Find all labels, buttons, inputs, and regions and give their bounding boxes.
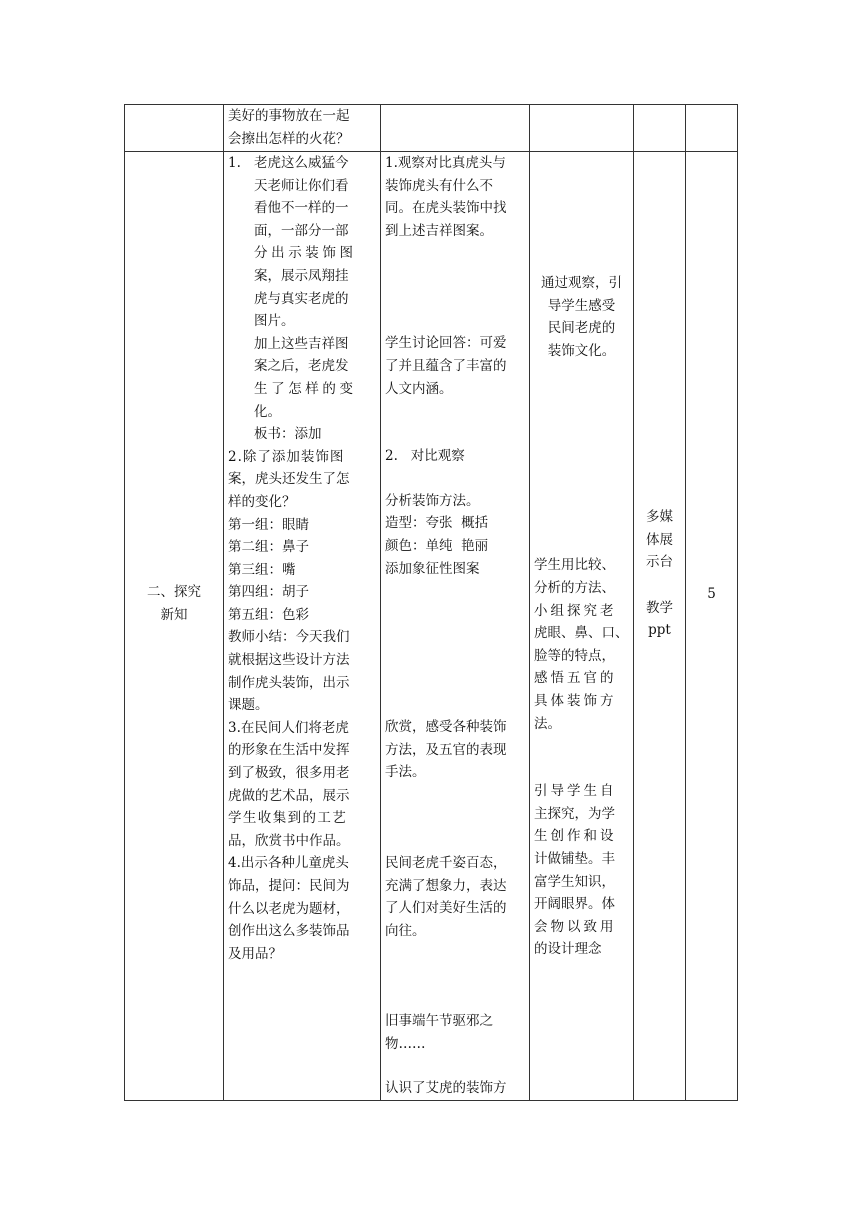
text-line: 计做铺垫。丰 — [534, 850, 615, 867]
text-line: 法。 — [534, 715, 561, 732]
cell-teacher-continued — [224, 105, 381, 152]
text-line: 4.出示各种儿童虎头 — [228, 855, 349, 872]
text-line: 2.除了添加装饰图 — [228, 448, 345, 465]
text-line: 什么以老虎为题材， — [228, 900, 350, 917]
text-line: 虎眼、鼻、口、 — [534, 625, 629, 642]
text-line: 学生用比较、 — [534, 557, 615, 574]
cell-empty — [634, 105, 686, 152]
text-line: 到了极致，很多用老 — [228, 765, 350, 782]
text-line: 样的变化？ — [228, 493, 296, 510]
intent-block-observe — [534, 272, 629, 362]
group-line: 第三组：嘴 — [228, 561, 296, 578]
text-line: 老虎这么威猛今 — [254, 155, 349, 171]
text-line: 方法，及五官的表现 — [385, 741, 507, 758]
text-line: 品，欣赏书中作品。 — [228, 832, 350, 849]
text-line: 欣赏，感受各种装饰 — [385, 719, 507, 736]
group-line: 第五组：色彩 — [228, 606, 309, 623]
text-line: 通过观察，引 — [541, 275, 622, 291]
media-line: 教学 — [646, 599, 673, 616]
text-line: 添加象征性图案 — [385, 560, 480, 577]
text-line: 美好的事物放在一起 — [228, 108, 350, 124]
cell-media — [634, 152, 686, 1101]
cell-time — [686, 152, 738, 1101]
text-line: 装饰文化。 — [547, 342, 616, 359]
text-line: 同。在虎头装饰中找 — [385, 200, 507, 217]
text-line: 分析的方法、 — [534, 579, 615, 596]
group-line: 第二组：鼻子 — [228, 539, 309, 556]
text-line: 制作虎头装饰，出示 — [228, 674, 350, 691]
text-line: 向往。 — [385, 922, 426, 939]
media-line: 示台 — [646, 554, 673, 571]
text-line: 民间老虎千姿百态， — [385, 854, 507, 871]
student-block-folk — [385, 852, 525, 942]
text-line: 具体装饰方 — [534, 692, 617, 709]
time-value: 5 — [707, 585, 716, 602]
text-line: 脸等的特点， — [534, 647, 615, 664]
text-line: 看他不一样的一 — [254, 200, 349, 217]
text-line: 虎做的艺术品，展示 — [228, 787, 350, 804]
text-line: 会物以致用 — [534, 918, 617, 935]
text-line: 人文内涵。 — [385, 380, 453, 397]
text-line: 物…… — [385, 1035, 426, 1052]
text-line: 创作出这么多装饰品 — [228, 923, 350, 940]
text-line: 1.观察对比真虎头与 — [385, 155, 506, 171]
text-line: 生创作和设 — [534, 828, 617, 845]
text-line: 旧事端午节驱邪之 — [385, 1013, 493, 1030]
group-line: 第一组：眼睛 — [228, 516, 309, 533]
text-line: 化。 — [254, 403, 281, 420]
cell-design-intent — [530, 152, 634, 1101]
intent-block-compare — [534, 554, 629, 735]
table-row — [125, 152, 738, 1101]
cell-stage-empty — [125, 105, 224, 152]
text-line: 就根据这些设计方法 — [228, 652, 350, 669]
text-line: 的形象在生活中发挥 — [228, 742, 350, 759]
cell-teacher-activity — [224, 152, 381, 1101]
text-line: 富学生知识， — [534, 873, 615, 890]
text-line: 分析装饰方法。 — [385, 492, 480, 509]
text-line: 图片。 — [254, 313, 295, 330]
lesson-plan-table — [124, 104, 738, 1101]
stage-line: 新知 — [160, 607, 188, 624]
text-line: 及用品？ — [228, 945, 282, 962]
cell-empty — [686, 105, 738, 152]
cell-empty — [530, 105, 634, 152]
text-line: 天老师让你们看 — [254, 177, 349, 194]
intent-block-explore — [534, 780, 629, 961]
cell-stage — [125, 152, 224, 1101]
text-line: 的设计理念 — [534, 941, 602, 958]
text-line: 认识了艾虎的装饰方 — [385, 1080, 507, 1097]
text-line: 装饰虎头有什么不 — [385, 177, 493, 194]
student-block-appreciate — [385, 716, 525, 784]
text-line: 虎与真实老虎的 — [254, 290, 349, 307]
text-line: 加上这些吉祥图 — [254, 335, 349, 352]
cell-student-activity — [381, 152, 530, 1101]
text-line: 饰品，提问：民间为 — [228, 878, 350, 894]
stage-line: 二、探究 — [147, 584, 201, 601]
student-block-dragonboat — [385, 1010, 525, 1055]
text-line: 2. 对比观察 — [385, 448, 465, 465]
text-line: 感悟五官的 — [534, 670, 617, 687]
table-row — [125, 105, 738, 152]
text-line: 充满了想象力，表达 — [385, 877, 507, 894]
media-spacer — [634, 574, 685, 597]
text-line: 分出示装饰图 — [254, 245, 357, 262]
text-line: 小组探究老 — [534, 602, 617, 619]
group-line: 第四组：胡子 — [228, 584, 309, 601]
text-line: 手法。 — [385, 764, 426, 781]
text-line: 造型：夸张 概括 — [385, 515, 489, 532]
board-note: 板书：添加 — [254, 426, 322, 443]
student-block-analyze — [385, 490, 525, 580]
text-line: 了并且蕴含了丰富的 — [385, 357, 507, 374]
text-line: 导学生感受 — [547, 297, 616, 314]
text-line: 学生讨论回答：可爱 — [385, 335, 507, 352]
text-line: 引导学生自 — [534, 783, 617, 800]
text-line: 案，展示凤翔挂 — [254, 267, 349, 284]
text-line: 开阔眼界。体 — [534, 896, 615, 913]
text-line: 会擦出怎样的火花？ — [228, 130, 350, 147]
media-line: 体展 — [646, 531, 673, 548]
media-line: ppt — [648, 622, 671, 639]
text-line: 教师小结：今天我们 — [228, 629, 350, 646]
text-line: 课题。 — [228, 697, 269, 714]
text-line: 颜色：单纯 艳丽 — [385, 537, 489, 554]
cell-empty — [381, 105, 530, 152]
text-line: 面，一部分一部 — [254, 222, 349, 239]
text-line: 了人们对美好生活的 — [385, 900, 507, 917]
text-line: 学生收集到的工艺 — [228, 810, 348, 827]
text-line: 案，虎头还发生了怎 — [228, 471, 350, 488]
media-line: 多媒 — [646, 509, 673, 526]
text-line: 到上述吉祥图案。 — [385, 222, 493, 239]
student-block-discuss — [385, 332, 525, 400]
text-line: 3.在民间人们将老虎 — [228, 719, 349, 736]
text-line: 生了怎样的变 — [254, 380, 357, 397]
text-line: 民间老虎的 — [547, 320, 616, 337]
student-block-observe — [385, 152, 525, 242]
text-line: 主探究，为学 — [534, 805, 615, 822]
text-line: 案之后，老虎发 — [254, 358, 349, 375]
item-number: 1. — [228, 155, 241, 171]
